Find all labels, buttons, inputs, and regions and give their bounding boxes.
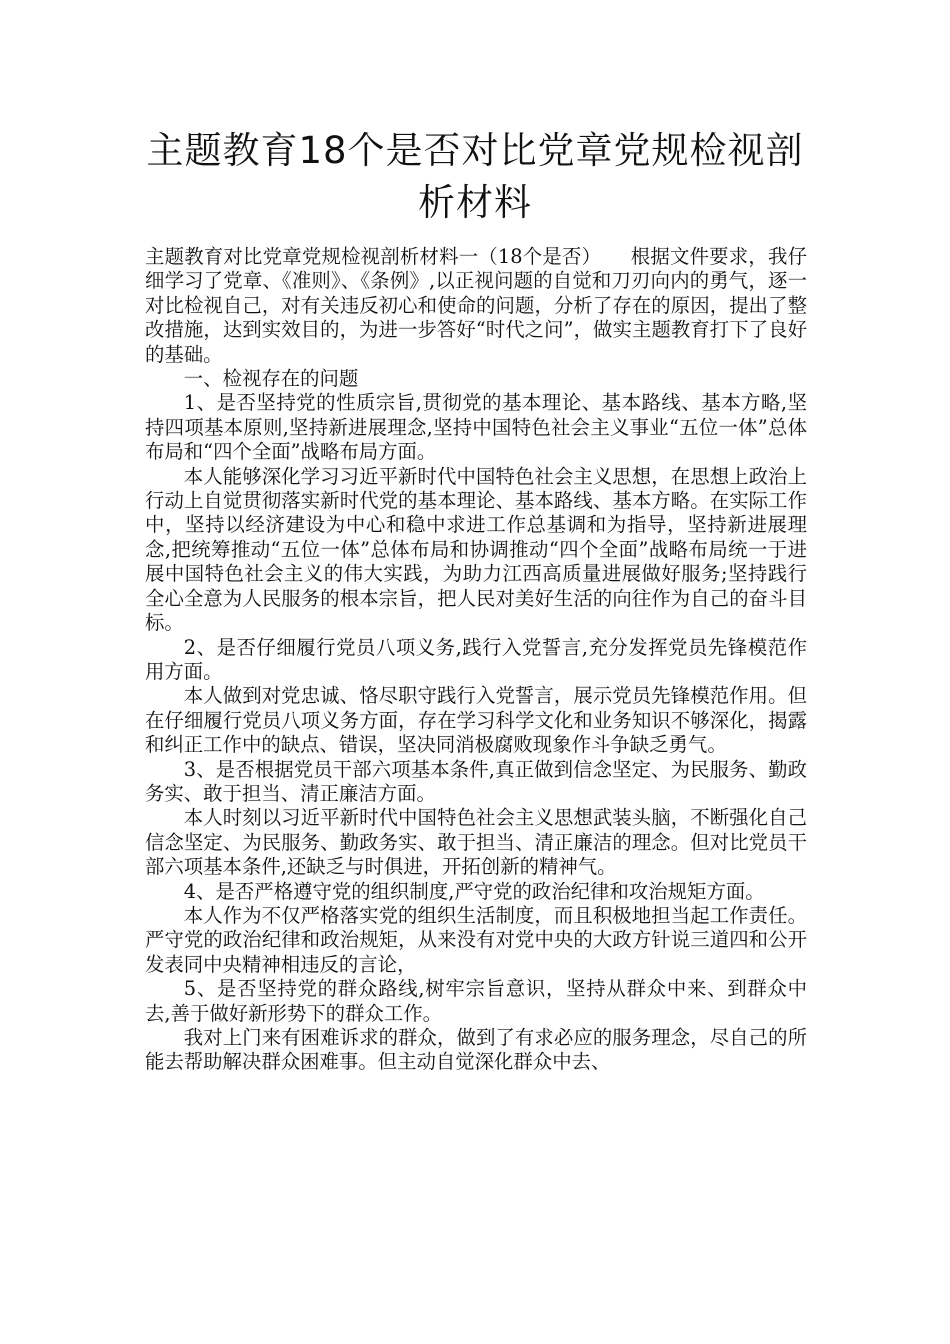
answer-5: 我对上门来有困难诉求的群众，做到了有求必应的服务理念，尽自己的所能去帮助解决群众困难事。但主动自觉深化群众中去、 xyxy=(145,1026,807,1074)
section-heading: 一、检视存在的问题 xyxy=(183,367,359,391)
intro-paragraph: 主题教育对比党章党规检视剖析材料一（18个是否） 根据文件要求，我仔细学习了党章、《准则》、《条例》,以正视问题的自觉和刀刃向内的勇气，逐一对比检视自己，对有关违反初心和使命的问题，分析了存在的原因，提出了整改措施，达到实效目的，为进一步答好“时代之问”，做实主题教育打下了良好的基础。 xyxy=(145,245,807,366)
question-4: 4、是否严格遵守党的组织制度,严守党的政治纪律和攻治规矩方面。 xyxy=(183,879,765,903)
document-title: 主题教育18个是否对比党章党规检视剖析材料 xyxy=(146,129,804,224)
question-2: 2、是否仔细履行党员八项义务,践行入党誓言,充分发挥党员先锋模范作用方面。 xyxy=(145,635,807,683)
question-5: 5、是否坚持党的群众路线,树牢宗旨意识，坚持从群众中来、到群众中去,善于做好新形势下的群众工作。 xyxy=(145,977,807,1025)
answer-2: 本人做到对党忠诚、恪尽职守践行入党誓言，展示党员先锋模范作用。但在仔细履行党员八项义务方面，存在学习科学文化和业务知识不够深化，揭露和纠正工作中的缺点、错误，坚决同消极腐败现象作斗争缺乏勇气。 xyxy=(145,684,807,757)
answer-1: 本人能够深化学习习近平新时代中国特色社会主义思想，在思想上政治上行动上自觉贯彻落实新时代党的基本理论、基本路线、基本方略。在实际工作中，坚持以经济建设为中心和稳中求进工作总基调和为指导，坚持新进展理念,把统筹推动“五位一体”总体布局和协调推动“四个全面”战略布局统一于进展中国特色社会主义的伟大实践，为助力江西高质量进展做好服务;坚持践行全心全意为人民服务的根本宗旨，把人民对美好生活的向往作为自己的奋斗目标。 xyxy=(145,464,807,635)
document-body xyxy=(145,245,807,1075)
answer-3: 本人时刻以习近平新时代中国特色社会主义思想武装头脑，不断强化自己信念坚定、为民服务、勤政务实、敢于担当、清正廉洁的理念。但对比党员干部六项基本条件,还缺乏与时俱进，开拓创新的精神气。 xyxy=(145,806,807,879)
answer-4: 本人作为不仅严格落实党的组织生活制度，而且积极地担当起工作责任。严守党的政治纪律和政治规矩，从来没有对党中央的大政方针说三道四和公开发表同中央精神相违反的言论， xyxy=(145,903,807,976)
question-1: 1、是否坚持党的性质宗旨,贯彻党的基本理论、基本路线、基本方略,坚持四项基本原则,坚持新进展理念,坚持中国特色社会主义事业“五位一体”总体布局和“四个全面”战略布局方面。 xyxy=(145,391,807,464)
question-3: 3、是否根据党员干部六项基本条件,真正做到信念坚定、为民服务、勤政务实、敢于担当、清正廉洁方面。 xyxy=(145,757,807,805)
